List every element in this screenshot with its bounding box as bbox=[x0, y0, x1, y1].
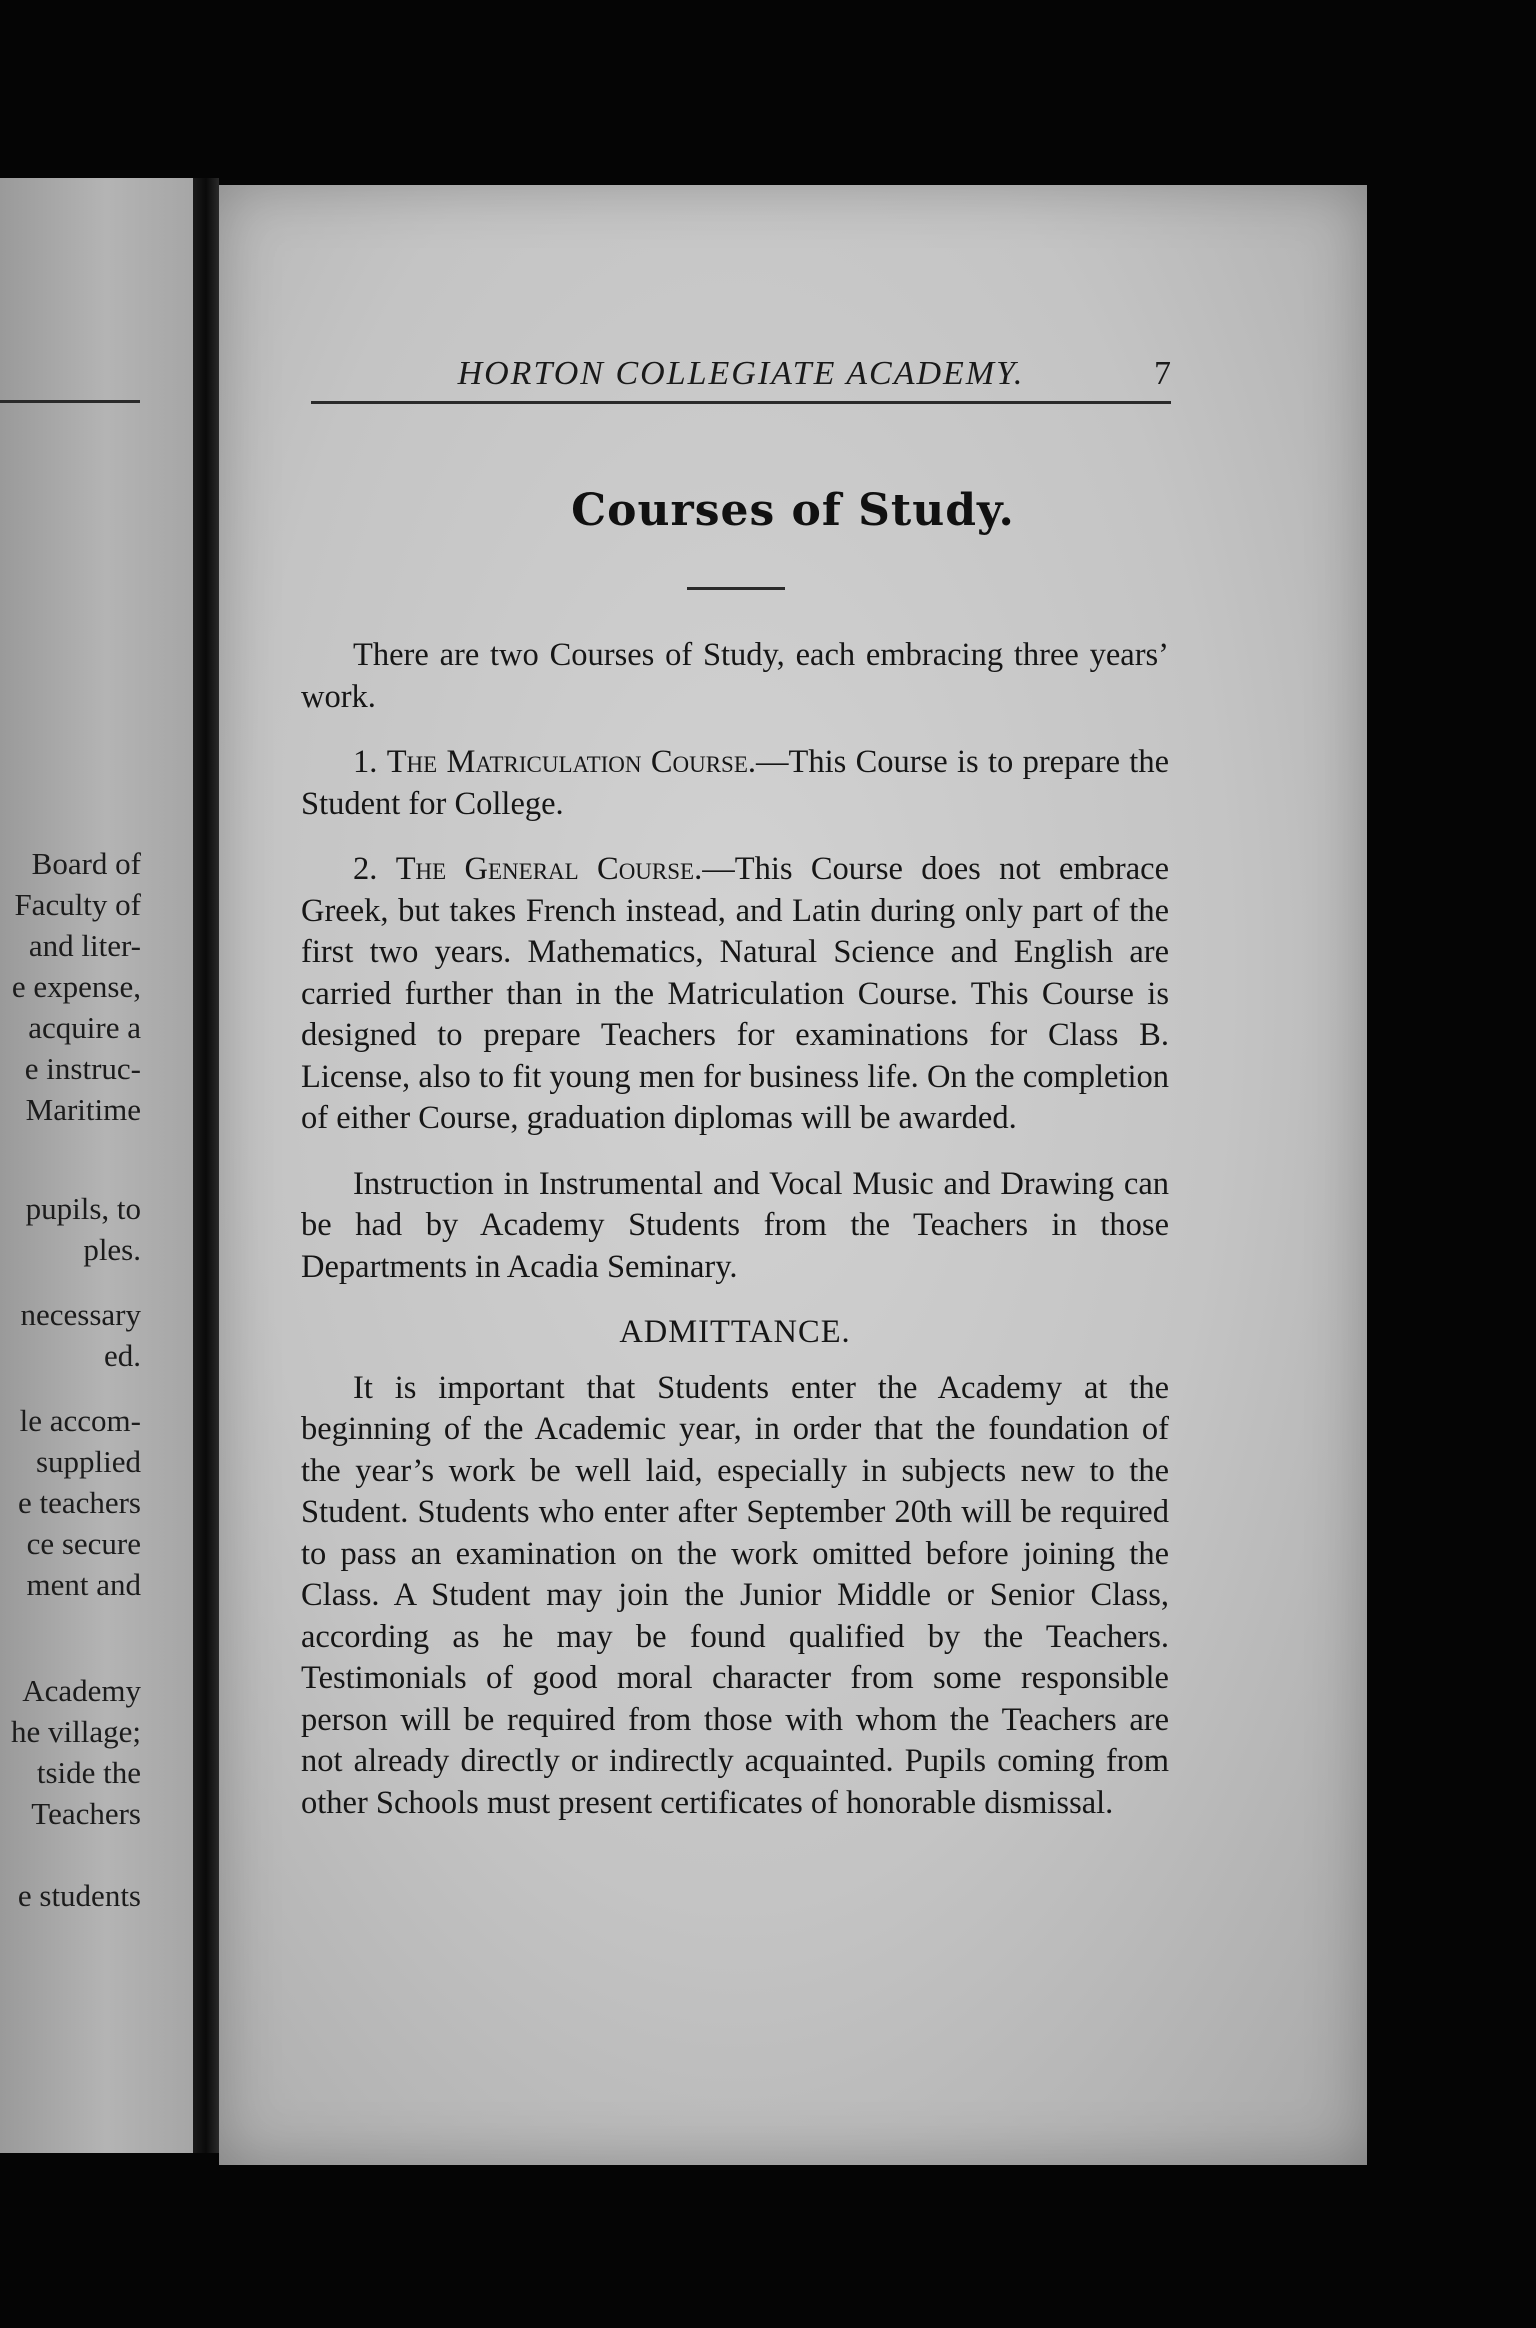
left-text-line: Maritime bbox=[25, 1092, 141, 1127]
left-text-line: ment and bbox=[26, 1567, 141, 1602]
left-page-fragment bbox=[0, 178, 193, 2153]
section-heading: Courses of Study. bbox=[571, 485, 1015, 536]
left-text-line: supplied bbox=[35, 1444, 141, 1479]
course-1-number: 1. bbox=[353, 744, 378, 780]
left-text-line: e expense, bbox=[11, 969, 141, 1004]
course-2-text: —This Course does not embrace Greek, but takes French instead, and Latin during only part of the first two years. Mathematics, Natural Science and English are carried further than in the Matriculation Course. This Course is designed to prepare Teachers for examinations for Class B. License, also to fit young men for business life. On the completion of either Course, graduation diplomas will be awarded. bbox=[301, 851, 1170, 1136]
left-text-line: ce secure bbox=[26, 1526, 141, 1561]
left-text-line: ples. bbox=[83, 1232, 141, 1267]
left-text-line: and liter- bbox=[28, 928, 141, 963]
admittance-heading: ADMITTANCE. bbox=[619, 1314, 851, 1350]
left-text-line: he village; bbox=[11, 1714, 141, 1749]
heading-rule bbox=[687, 587, 785, 590]
left-text-line: ed. bbox=[103, 1338, 141, 1373]
running-title: HORTON COLLEGIATE ACADEMY. bbox=[457, 355, 1025, 392]
instruction-paragraph: Instruction in Instrumental and Vocal Music and Drawing can be had by Academy Students from the Teachers in those Departments in Acadia Seminary. bbox=[301, 1165, 1169, 1285]
running-header bbox=[311, 355, 1171, 404]
left-header-rule bbox=[0, 400, 140, 403]
left-text-line: acquire a bbox=[28, 1010, 141, 1045]
page-number: 7 bbox=[1154, 355, 1171, 392]
left-text-line: e teachers bbox=[17, 1485, 141, 1520]
left-text-line: le accom- bbox=[19, 1403, 141, 1438]
course-1-paragraph bbox=[301, 742, 1169, 825]
left-text-line: necessary bbox=[20, 1297, 141, 1332]
course-1-text: —This Course is to prepare the Student for College. bbox=[301, 744, 1170, 822]
left-text-line: Faculty of bbox=[14, 887, 141, 922]
course-2-paragraph bbox=[301, 849, 1169, 1140]
left-text-line: Academy bbox=[22, 1673, 141, 1708]
course-2-number: 2. bbox=[353, 851, 378, 887]
intro-paragraph: There are two Courses of Study, each embracing three years’ work. bbox=[301, 637, 1169, 715]
left-text-line: tside the bbox=[36, 1755, 141, 1790]
left-text-line: e instruc- bbox=[24, 1051, 141, 1086]
admittance-paragraph: It is important that Students enter the Academy at the beginning of the Academic year, in order that the foundation of the year’s work be well laid, especially in subjects new to the Student. Students who enter after September 20th will be required to pass an examination on the work omitted before joining the Class. A Student may join the Junior Middle or Senior Class, according as he may be found qualified by the Teachers. Testimonials of good moral character from some responsible person will be required from those with whom the Teachers are not already directly or indirectly acquainted. Pupils coming from other Schools must present certificates of honorable dismissal. bbox=[301, 1369, 1169, 1821]
book-gutter bbox=[193, 178, 219, 2153]
left-text-line: Board of bbox=[31, 846, 141, 881]
course-1-name: The Matriculation Course. bbox=[386, 744, 757, 780]
left-text-line: e students bbox=[17, 1878, 141, 1913]
course-2-name: The General Course. bbox=[395, 851, 703, 887]
left-text-line: pupils, to bbox=[25, 1191, 141, 1226]
left-text-line: Teachers bbox=[31, 1796, 141, 1831]
body-text bbox=[301, 635, 1169, 1848]
book-page bbox=[219, 185, 1367, 2165]
